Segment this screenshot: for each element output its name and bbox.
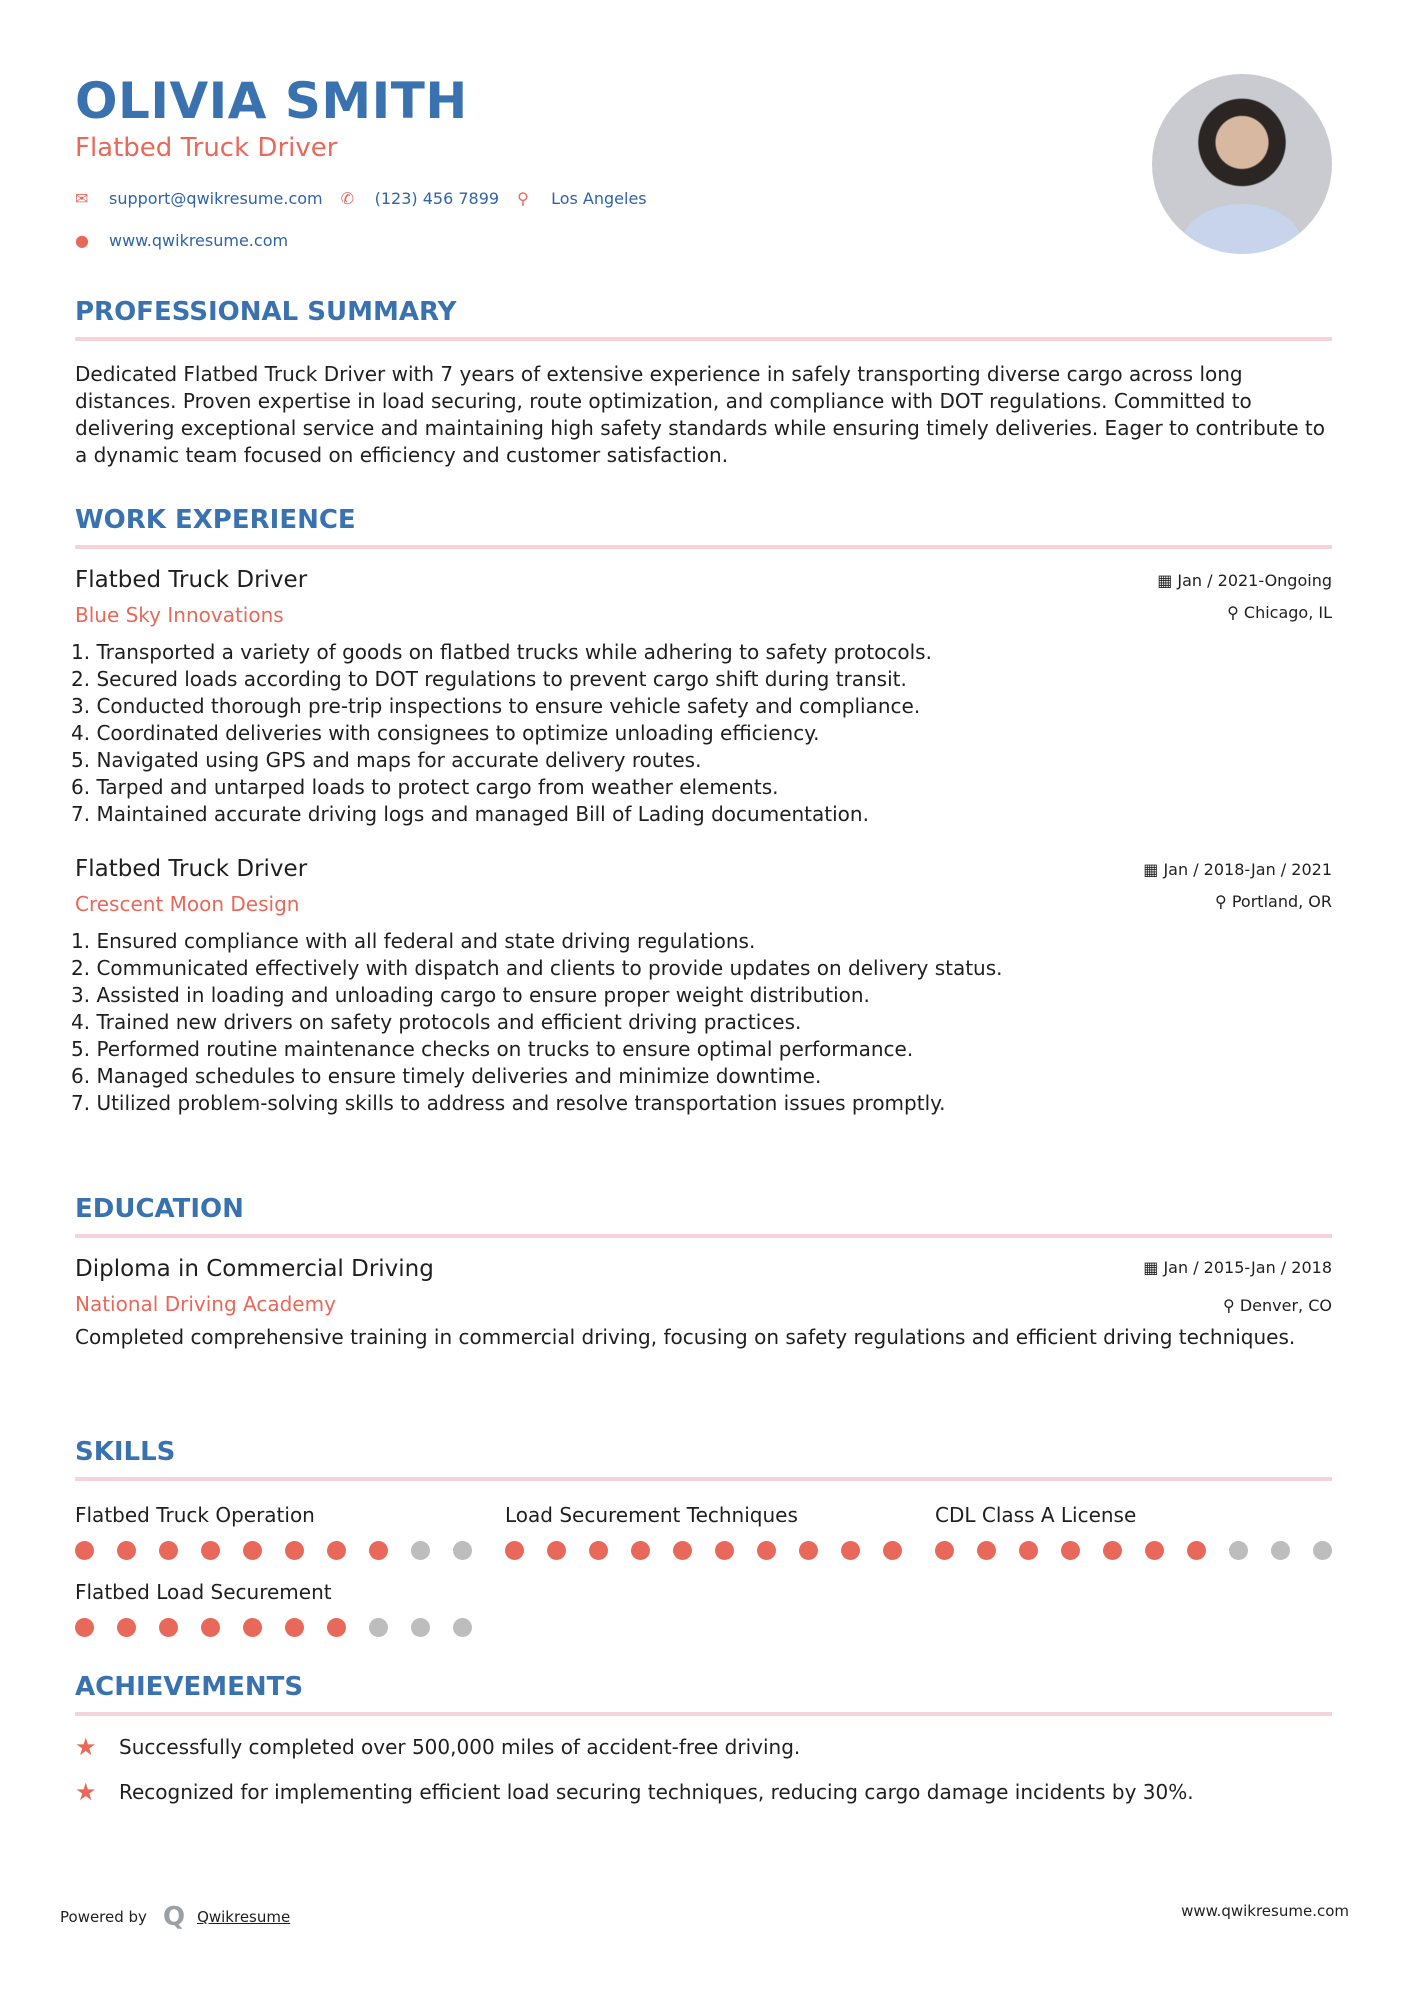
calendar-icon: ▦ [1143, 1258, 1164, 1277]
footer-powered [60, 1902, 290, 1932]
rating-dot [547, 1541, 566, 1560]
pin-icon: ⚲ [1227, 603, 1244, 622]
powered-by-text: Powered by [60, 1908, 147, 1926]
rating-dot [1019, 1541, 1038, 1560]
map-pin-icon: ⚲ [517, 189, 529, 208]
rating-dot [285, 1541, 304, 1560]
skill-label: Load Securement Techniques [505, 1503, 798, 1527]
skill-item [75, 1580, 505, 1637]
bullet: 7. Maintained accurate driving logs and managed Bill of Lading documentation. [71, 802, 869, 826]
rating-dot [977, 1541, 996, 1560]
section-heading: WORK EXPERIENCE [75, 505, 1332, 549]
degree: Diploma in Commercial Driving [75, 1256, 434, 1282]
job-date: ▦ Jan / 2018-Jan / 2021 [1143, 860, 1332, 879]
bullet: 5. Performed routine maintenance checks on trucks to ensure optimal performance. [71, 1037, 914, 1061]
rating-dot [935, 1541, 954, 1560]
bullet: 4. Trained new drivers on safety protocols and efficient driving practices. [71, 1010, 802, 1034]
pin-icon: ⚲ [1223, 1296, 1240, 1315]
footer-url[interactable]: www.qwikresume.com [1181, 1902, 1349, 1920]
skill-rating [75, 1618, 505, 1637]
globe-icon: ● [75, 231, 89, 250]
skills-grid [75, 1503, 1332, 1637]
rating-dot [75, 1541, 94, 1560]
school-name: National Driving Academy [75, 1292, 336, 1316]
job-bullets [71, 928, 1332, 1117]
bullet: 3. Assisted in loading and unloading cargo to ensure proper weight distribution. [71, 983, 870, 1007]
skill-label: Flatbed Load Securement [75, 1580, 332, 1604]
envelope-icon: ✉ [75, 189, 89, 208]
calendar-icon: ▦ [1157, 571, 1178, 590]
achievements-section [75, 1672, 1332, 1806]
skill-rating [75, 1541, 505, 1560]
rating-dot [369, 1618, 388, 1637]
section-heading: SKILLS [75, 1437, 1332, 1481]
rating-dot [243, 1618, 262, 1637]
profile-photo [1152, 74, 1332, 254]
star-icon: ★ [75, 1733, 97, 1761]
rating-dot [1229, 1541, 1248, 1560]
job-entry [71, 567, 1332, 828]
rating-dot [1187, 1541, 1206, 1560]
achievement-item: ★ Recognized for implementing efficient load securing techniques, reducing cargo damage incidents by 30%. [75, 1778, 1194, 1806]
bullet: 7. Utilized problem-solving skills to address and resolve transportation issues promptly. [71, 1091, 946, 1115]
rating-dot [327, 1618, 346, 1637]
location-text: Los Angeles [551, 189, 647, 208]
bullet: 2. Secured loads according to DOT regulations to prevent cargo shift during transit. [71, 667, 907, 691]
bullet: 6. Tarped and untarped loads to protect cargo from weather elements. [71, 775, 779, 799]
job-location: ⚲ Chicago, IL [1227, 603, 1332, 622]
rating-dot [715, 1541, 734, 1560]
rating-dot [1271, 1541, 1290, 1560]
skill-item [505, 1503, 935, 1560]
rating-dot [201, 1541, 220, 1560]
skill-label: Flatbed Truck Operation [75, 1503, 315, 1527]
rating-dot [883, 1541, 902, 1560]
summary-section [75, 297, 1332, 469]
bullet: 2. Communicated effectively with dispatch and clients to provide updates on delivery status. [71, 956, 1003, 980]
rating-dot [117, 1541, 136, 1560]
bullet: 5. Navigated using GPS and maps for accurate delivery routes. [71, 748, 702, 772]
education-location: ⚲ Denver, CO [1223, 1296, 1332, 1315]
rating-dot [453, 1541, 472, 1560]
website-row [75, 231, 288, 250]
qwikresume-logo-icon: Q [162, 1902, 186, 1932]
pin-icon: ⚲ [1215, 892, 1232, 911]
section-heading: PROFESSIONAL SUMMARY [75, 297, 1332, 341]
education-text: Completed comprehensive training in commercial driving, focusing on safety regulations and efficient driving techniques. [75, 1325, 1296, 1349]
calendar-icon: ▦ [1143, 860, 1164, 879]
star-icon: ★ [75, 1778, 97, 1806]
skill-rating [505, 1541, 935, 1560]
company-name: Blue Sky Innovations [75, 603, 284, 627]
skill-label: CDL Class A License [935, 1503, 1137, 1527]
experience-section [71, 505, 1332, 1117]
rating-dot [201, 1618, 220, 1637]
section-heading: EDUCATION [75, 1194, 1332, 1238]
education-entry [75, 1256, 1332, 1351]
rating-dot [243, 1541, 262, 1560]
phone-text: (123) 456 7899 [374, 189, 500, 208]
job-entry [71, 856, 1332, 1117]
skill-rating [935, 1541, 1332, 1560]
bullet: 4. Coordinated deliveries with consignees to optimize unloading efficiency. [71, 721, 820, 745]
rating-dot [327, 1541, 346, 1560]
candidate-title: Flatbed Truck Driver [75, 133, 338, 163]
rating-dot [285, 1618, 304, 1637]
summary-text: Dedicated Flatbed Truck Driver with 7 years of extensive experience in safely transporting diverse cargo across long distances. Proven expertise in load securing, route optimization, and compliance with DOT regulations. Committed to delivering exceptional service and maintaining high safety standards while ensuring timely deliveries. Eager to contribute to a dynamic team focused on efficiency and customer satisfaction. [75, 362, 1325, 467]
company-name: Crescent Moon Design [75, 892, 300, 916]
education-section [75, 1194, 1332, 1351]
rating-dot [117, 1618, 136, 1637]
rating-dot [673, 1541, 692, 1560]
website-link[interactable]: www.qwikresume.com [109, 231, 289, 250]
candidate-name: OLIVIA SMITH [75, 72, 468, 130]
job-date: ▦ Jan / 2021-Ongoing [1157, 571, 1332, 590]
skills-section [75, 1437, 1332, 1637]
email-link[interactable]: support@qwikresume.com [109, 189, 323, 208]
section-heading: ACHIEVEMENTS [75, 1672, 1332, 1716]
rating-dot [411, 1618, 430, 1637]
rating-dot [505, 1541, 524, 1560]
rating-dot [1313, 1541, 1332, 1560]
bullet: 6. Managed schedules to ensure timely deliveries and minimize downtime. [71, 1064, 822, 1088]
rating-dot [1103, 1541, 1122, 1560]
brand-link[interactable]: Qwikresume [197, 1908, 291, 1926]
rating-dot [799, 1541, 818, 1560]
bullet: 1. Transported a variety of goods on flatbed trucks while adhering to safety protocols. [71, 640, 932, 664]
rating-dot [1145, 1541, 1164, 1560]
education-date: ▦ Jan / 2015-Jan / 2018 [1143, 1258, 1332, 1277]
rating-dot [631, 1541, 650, 1560]
phone-icon: ✆ [340, 189, 355, 208]
rating-dot [1061, 1541, 1080, 1560]
rating-dot [75, 1618, 94, 1637]
job-title: Flatbed Truck Driver [75, 856, 308, 882]
rating-dot [159, 1541, 178, 1560]
bullet: 1. Ensured compliance with all federal and state driving regulations. [71, 929, 756, 953]
skill-item [75, 1503, 505, 1560]
job-title: Flatbed Truck Driver [75, 567, 308, 593]
rating-dot [411, 1541, 430, 1560]
rating-dot [589, 1541, 608, 1560]
rating-dot [369, 1541, 388, 1560]
bullet: 3. Conducted thorough pre-trip inspections to ensure vehicle safety and compliance. [71, 694, 921, 718]
rating-dot [841, 1541, 860, 1560]
job-location: ⚲ Portland, OR [1215, 892, 1332, 911]
rating-dot [757, 1541, 776, 1560]
achievement-item: ★ Successfully completed over 500,000 miles of accident-free driving. [75, 1733, 801, 1761]
skill-item [935, 1503, 1332, 1560]
rating-dot [453, 1618, 472, 1637]
rating-dot [159, 1618, 178, 1637]
job-bullets [71, 639, 1332, 828]
contact-row [75, 189, 647, 208]
